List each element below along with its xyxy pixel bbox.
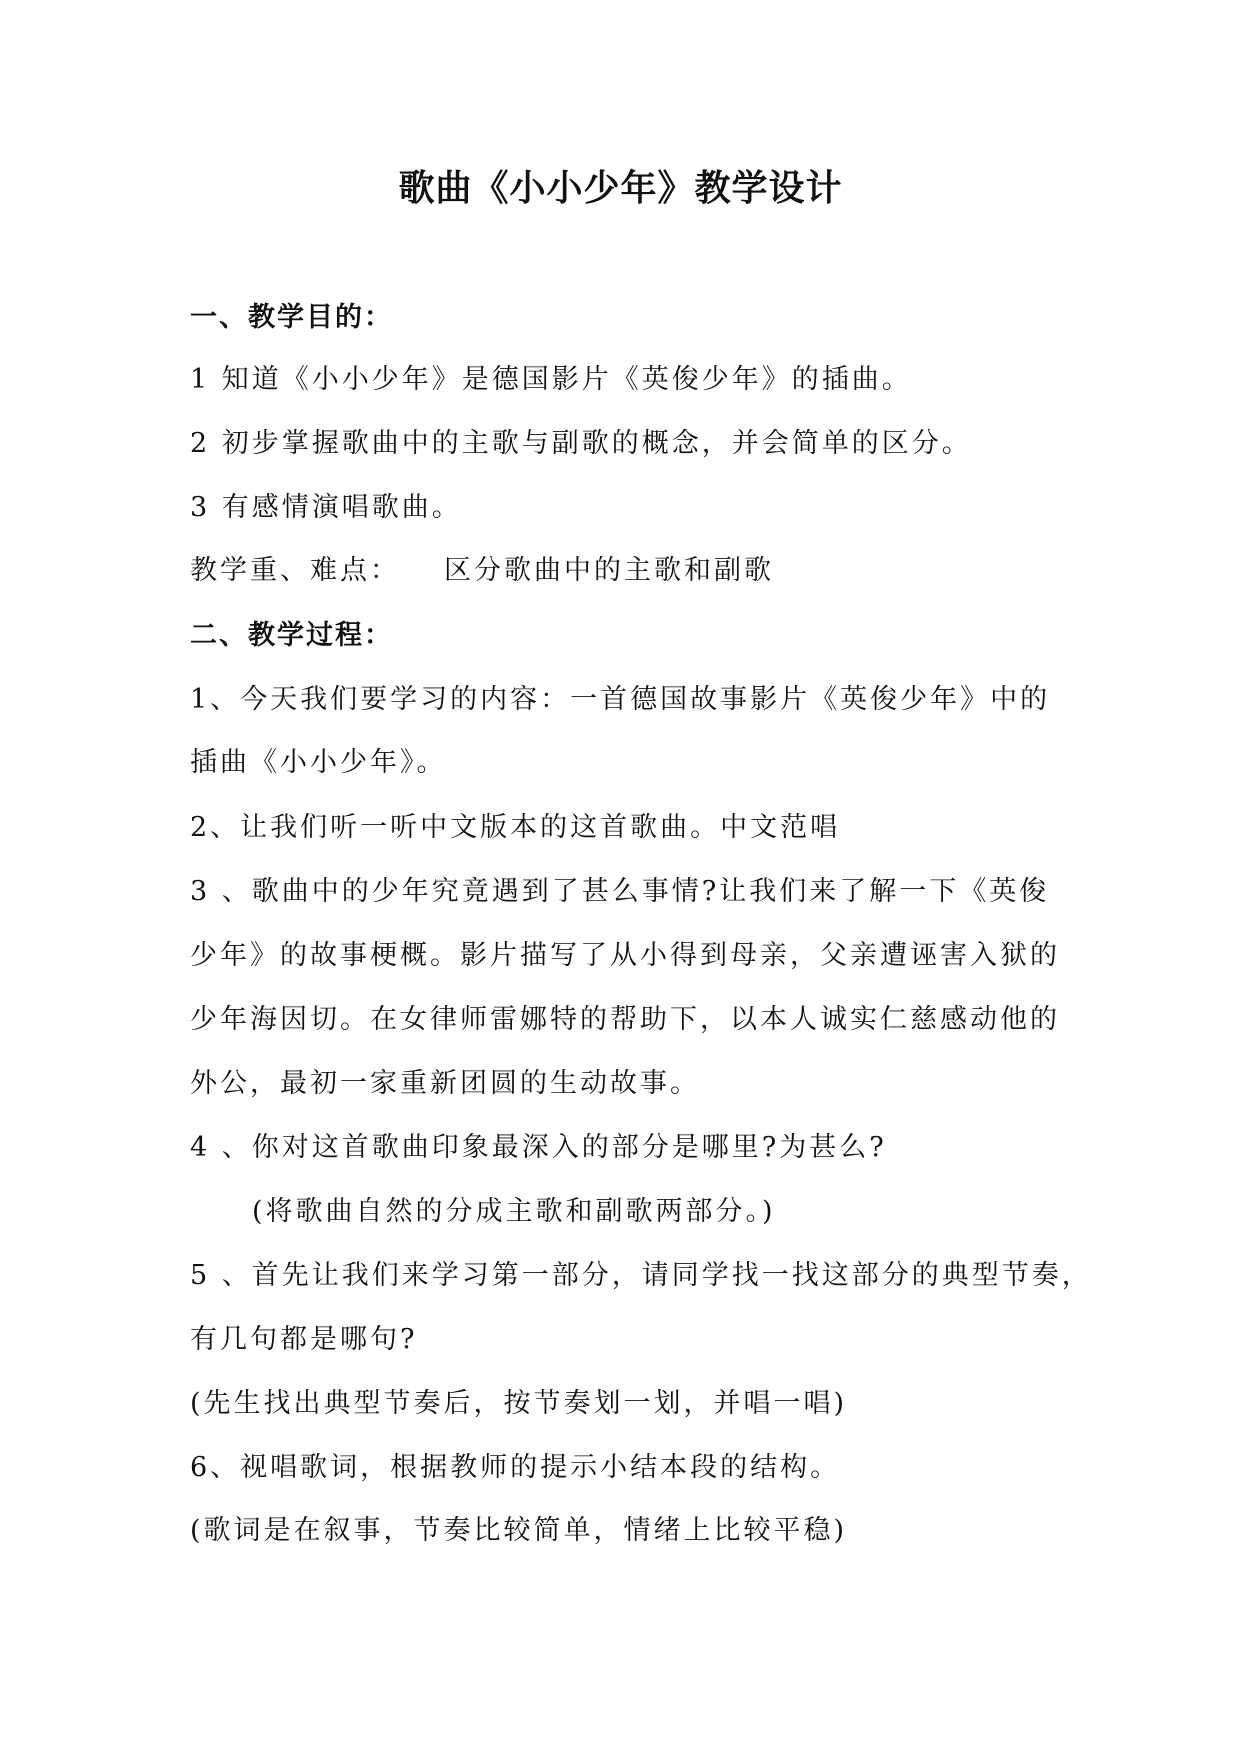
key-points-label: 教学重、难点：	[190, 555, 400, 586]
process-line: 1、今天我们要学习的内容：一首德国故事影片《英俊少年》中的	[190, 684, 1051, 715]
process-line: 少年海因切。在女律师雷娜特的帮助下，以本人诚实仁慈感动他的	[190, 1004, 1060, 1035]
process-line: (先生找出典型节奏后，按节奏划一划，并唱一唱)	[190, 1388, 848, 1419]
objective-item-1: 1 知道《小小少年》是德国影片《英俊少年》的插曲。	[190, 364, 912, 395]
process-line: 少年》的故事梗概。影片描写了从小得到母亲，父亲遭诬害入狱的	[190, 940, 1060, 971]
section-heading-process: 二、教学过程：	[190, 620, 393, 651]
objective-item-3: 3 有感情演唱歌曲。	[190, 492, 462, 523]
process-line: 外公，最初一家重新团圆的生动故事。	[190, 1068, 700, 1099]
process-line: 有几句都是哪句?	[190, 1324, 418, 1355]
key-points-value: 区分歌曲中的主歌和副歌	[444, 555, 774, 586]
process-line: (将歌曲自然的分成主歌和副歌两部分。)	[252, 1196, 776, 1227]
section-heading-objectives: 一、教学目的：	[190, 302, 393, 333]
objective-item-2: 2 初步掌握歌曲中的主歌与副歌的概念，并会简单的区分。	[190, 428, 972, 459]
process-line: 2、让我们听一听中文版本的这首歌曲。中文范唱	[190, 812, 841, 843]
process-line: 4 、你对这首歌曲印象最深入的部分是哪里?为甚么?	[190, 1132, 887, 1163]
process-line: 插曲《小小少年》。	[190, 747, 447, 778]
process-line: (歌词是在叙事，节奏比较简单，情绪上比较平稳)	[190, 1515, 848, 1546]
process-line: 5 、首先让我们来学习第一部分，请同学找一找这部分的典型节奏，	[190, 1260, 1092, 1291]
key-points-line	[190, 551, 1060, 591]
process-line: 6、视唱歌词，根据教师的提示小结本段的结构。	[190, 1452, 841, 1483]
process-line: 3 、歌曲中的少年究竟遇到了甚么事情?让我们来了解一下《英俊	[190, 876, 1050, 907]
document-title: 歌曲《小小少年》教学设计	[398, 168, 843, 209]
